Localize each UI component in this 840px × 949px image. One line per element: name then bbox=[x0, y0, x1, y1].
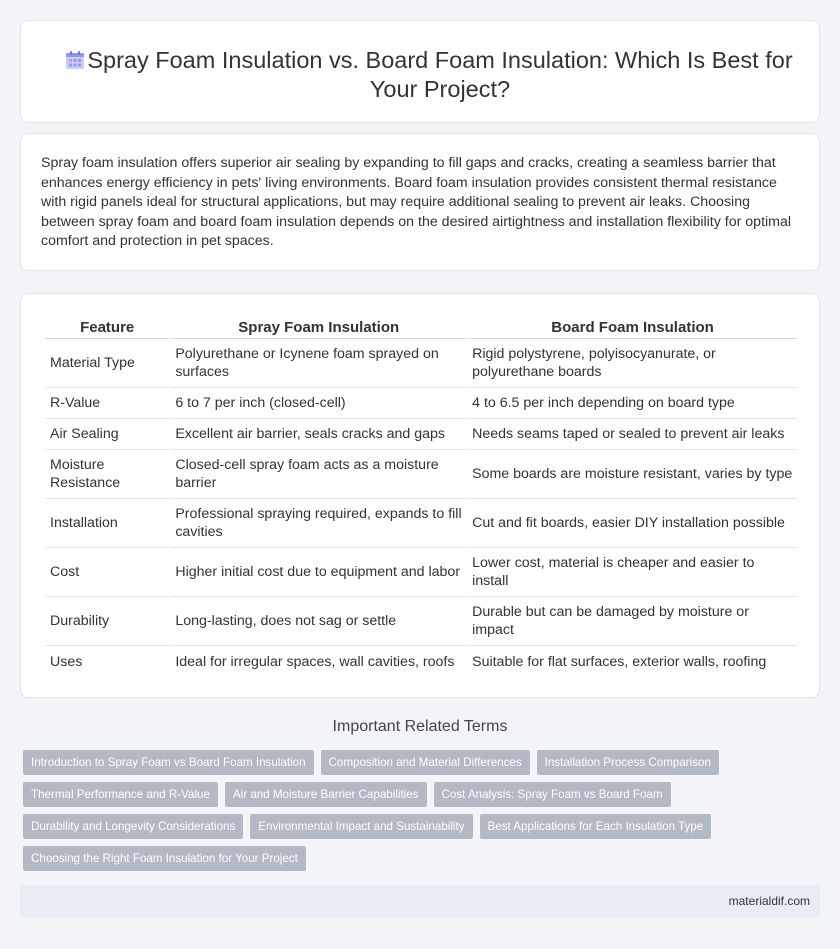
title-card bbox=[20, 20, 820, 123]
table-row bbox=[45, 646, 797, 677]
board-foam-cell: 4 to 6.5 per inch depending on board type bbox=[468, 388, 797, 419]
table-row bbox=[45, 419, 797, 450]
related-term-tag[interactable]: Composition and Material Differences bbox=[321, 750, 530, 775]
column-header-spray-foam: Spray Foam Insulation bbox=[171, 314, 466, 339]
spray-foam-cell: Long-lasting, does not sag or settle bbox=[171, 597, 466, 646]
summary-text: Spray foam insulation offers superior air sealing by expanding to fill gaps and cracks, creating a seamless barrier that enhances energy efficiency in pets' living environments. Board foam insulation provides consistent thermal resistance with rigid panels ideal for structural applications, but may require additional sealing to prevent air leaks. Choosing between spray foam and board foam insulation depends on the desired airtightness and installation flexibility for optimal comfort and protection in pet spaces. bbox=[41, 155, 792, 250]
related-terms-list bbox=[23, 750, 803, 878]
related-term-tag[interactable]: Introduction to Spray Foam vs Board Foam Insulation bbox=[23, 750, 314, 775]
related-term-tag[interactable]: Installation Process Comparison bbox=[537, 750, 719, 775]
feature-cell: Uses bbox=[50, 653, 83, 670]
board-foam-cell: Some boards are moisture resistant, varies by type bbox=[468, 450, 797, 499]
related-terms-heading: Important Related Terms bbox=[332, 718, 508, 735]
spray-foam-cell: Closed-cell spray foam acts as a moisture barrier bbox=[171, 450, 466, 499]
spray-foam-cell: Higher initial cost due to equipment and labor bbox=[171, 548, 466, 597]
related-term-tag[interactable]: Air and Moisture Barrier Capabilities bbox=[225, 782, 427, 807]
column-header-feature: Feature bbox=[45, 314, 169, 339]
board-foam-cell: Needs seams taped or sealed to prevent air leaks bbox=[468, 419, 797, 450]
related-term-tag[interactable]: Best Applications for Each Insulation Type bbox=[480, 814, 712, 839]
footer bbox=[20, 885, 820, 918]
table-row bbox=[45, 388, 797, 419]
feature-cell: R-Value bbox=[45, 388, 169, 419]
feature-cell: Moisture Resistance bbox=[45, 450, 169, 499]
related-term-tag[interactable]: Cost Analysis: Spray Foam vs Board Foam bbox=[434, 782, 671, 807]
feature-cell: Air Sealing bbox=[45, 419, 169, 450]
related-term-tag[interactable]: Choosing the Right Foam Insulation for Your Project bbox=[23, 846, 306, 871]
board-foam-cell: Lower cost, material is cheaper and easier to install bbox=[468, 548, 797, 597]
feature-cell: Cost bbox=[45, 548, 169, 597]
board-foam-cell: Cut and fit boards, easier DIY installation possible bbox=[468, 499, 797, 548]
comparison-table-card bbox=[20, 293, 820, 698]
table-row bbox=[45, 499, 797, 548]
board-foam-cell: Suitable for flat surfaces, exterior walls, roofing bbox=[472, 653, 767, 670]
feature-cell: Durability bbox=[45, 597, 169, 646]
spray-foam-cell: Ideal for irregular spaces, wall cavities, roofs bbox=[175, 653, 455, 670]
spray-foam-cell: Professional spraying required, expands to fill cavities bbox=[171, 499, 466, 548]
related-term-tag[interactable]: Durability and Longevity Considerations bbox=[23, 814, 243, 839]
summary-card bbox=[20, 133, 820, 271]
related-term-tag[interactable]: Thermal Performance and R-Value bbox=[23, 782, 218, 807]
spray-foam-cell: Polyurethane or Icynene foam sprayed on surfaces bbox=[171, 339, 466, 388]
spray-foam-cell: Excellent air barrier, seals cracks and gaps bbox=[171, 419, 466, 450]
table-header-row bbox=[45, 314, 797, 339]
feature-cell: Installation bbox=[45, 499, 169, 548]
table-row bbox=[45, 597, 797, 646]
board-foam-cell: Durable but can be damaged by moisture or impact bbox=[468, 597, 797, 646]
table-row bbox=[45, 339, 797, 388]
table-row bbox=[45, 548, 797, 597]
comparison-table bbox=[43, 314, 799, 677]
page-title: Spray Foam Insulation vs. Board Foam Insulation: Which Is Best for Your Project? bbox=[87, 47, 793, 102]
feature-cell: Material Type bbox=[45, 339, 169, 388]
spray-foam-cell: 6 to 7 per inch (closed-cell) bbox=[171, 388, 466, 419]
footer-site-link[interactable]: materialdif.com bbox=[728, 894, 810, 908]
table-row bbox=[45, 450, 797, 499]
related-term-tag[interactable]: Environmental Impact and Sustainability bbox=[250, 814, 472, 839]
board-foam-cell: Rigid polystyrene, polyisocyanurate, or polyurethane boards bbox=[468, 339, 797, 388]
column-header-board-foam: Board Foam Insulation bbox=[468, 314, 797, 339]
